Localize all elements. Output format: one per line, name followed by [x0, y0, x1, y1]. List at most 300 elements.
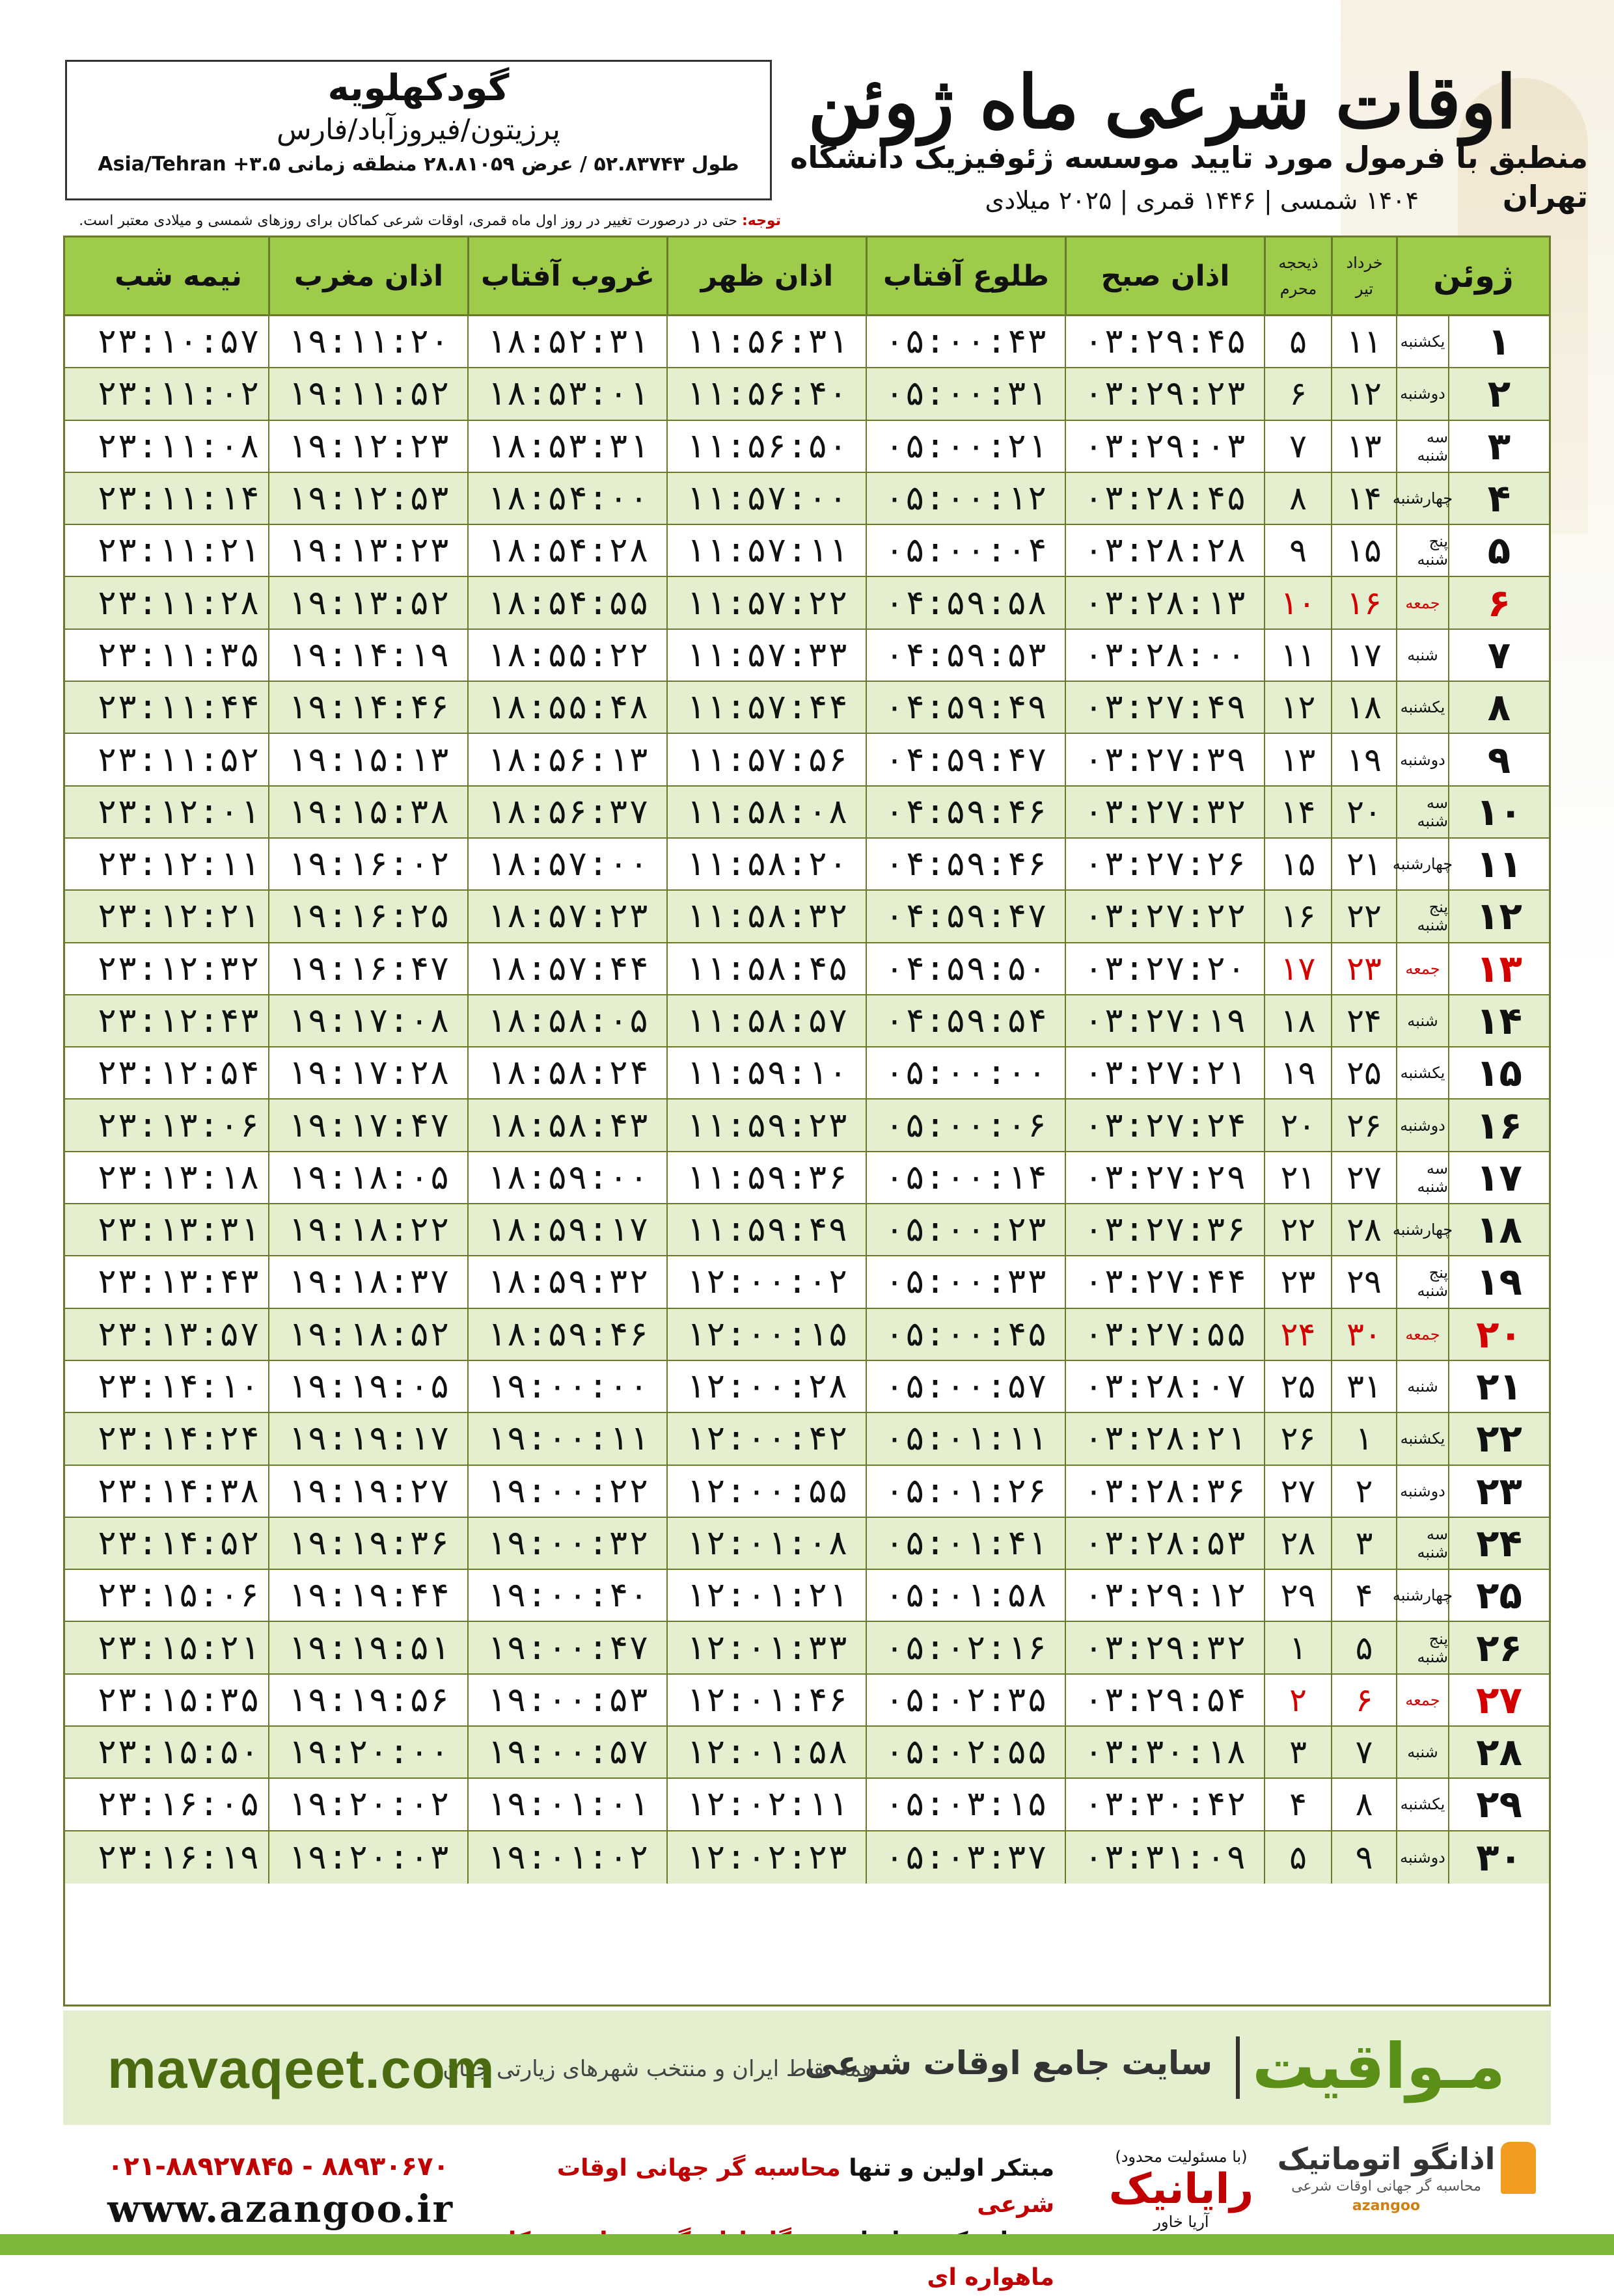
day-number: ۶: [1448, 577, 1549, 628]
dhuhr-time: ۱۱:۵۷:۵۶: [666, 734, 866, 785]
lunar-date: ۱۲: [1264, 682, 1331, 733]
sunrise-time: ۰۵:۰۰:۲۳: [866, 1204, 1065, 1255]
fajr-time: ۰۳:۲۸:۳۶: [1065, 1466, 1264, 1517]
table-row: [65, 368, 1549, 420]
sunrise-time: ۰۴:۵۹:۵۴: [866, 995, 1065, 1046]
footer-line-2-highlight: ماهواره ای: [927, 2264, 1054, 2291]
day-number: ۱: [1448, 316, 1549, 367]
weekday: جمعه: [1396, 943, 1448, 994]
table-header: [65, 237, 1549, 316]
day-number: ۲۱: [1448, 1361, 1549, 1412]
phone-number: ۰۲۱-۸۸۹۲۷۸۴۵ - ۸۸۹۳۰۶۷۰: [107, 2152, 449, 2181]
weekday: یکشنبه: [1396, 1779, 1448, 1830]
note: [65, 209, 781, 233]
sunset-time: ۱۸:۵۵:۴۸: [467, 682, 666, 733]
dhuhr-time: ۱۲:۰۰:۰۲: [666, 1256, 866, 1307]
solar-date: ۲۸: [1331, 1204, 1396, 1255]
sunrise-time: ۰۴:۵۹:۴۶: [866, 839, 1065, 889]
solar-date: ۲۱: [1331, 839, 1396, 889]
table-row: [65, 1361, 1549, 1413]
header-lunar-top: ذیحجه: [1278, 254, 1319, 272]
sunset-time: ۱۸:۵۸:۲۴: [467, 1047, 666, 1098]
solar-date: ۱۹: [1331, 734, 1396, 785]
midnight-time: ۲۳:۱۱:۲۱: [96, 531, 260, 571]
footer-line-1-highlight: محاسبه گر جهانی اوقات شرعی: [556, 2155, 1054, 2218]
weekday: یکشنبه: [1396, 316, 1448, 367]
sunrise-time: ۰۵:۰۰:۳۳: [866, 1256, 1065, 1307]
sunset-time: ۱۹:۰۱:۰۱: [467, 1779, 666, 1830]
lunar-date: ۲۳: [1264, 1256, 1331, 1307]
fajr-time: ۰۳:۲۹:۳۲: [1065, 1622, 1264, 1673]
fajr-time: ۰۳:۳۱:۰۹: [1065, 1831, 1264, 1884]
sunset-time: ۱۸:۵۶:۱۳: [467, 734, 666, 785]
fajr-time: ۰۳:۲۷:۲۲: [1065, 891, 1264, 941]
maghrib-time: ۱۹:۱۹:۳۶: [268, 1518, 467, 1569]
dhuhr-time: ۱۱:۵۹:۱۰: [666, 1047, 866, 1098]
calendar-dates: ۱۴۰۴ شمسی | ۱۴۴۶ قمری | ۲۰۲۵ میلادی: [985, 186, 1419, 215]
lunar-date: ۷: [1264, 421, 1331, 472]
weekday: سه شنبه: [1396, 1152, 1448, 1203]
dhuhr-time: ۱۱:۵۸:۴۵: [666, 943, 866, 994]
sunrise-time: ۰۵:۰۳:۳۷: [866, 1831, 1065, 1884]
midnight-time: ۲۳:۱۲:۵۴: [96, 1053, 260, 1093]
table-row: [65, 1518, 1549, 1570]
midnight-time: ۲۳:۱۶:۱۹: [96, 1837, 260, 1877]
solar-date: ۹: [1331, 1831, 1396, 1884]
table-row: [65, 734, 1549, 786]
midnight-time: ۲۳:۱۲:۴۳: [96, 1001, 260, 1040]
table-row: [65, 1204, 1549, 1256]
table-row: [65, 1727, 1549, 1779]
table-row: [65, 1570, 1549, 1622]
lunar-date: ۱۴: [1264, 787, 1331, 837]
fajr-time: ۰۳:۲۸:۰۰: [1065, 630, 1264, 681]
dhuhr-time: ۱۲:۰۲:۱۱: [666, 1779, 866, 1830]
dhuhr-time: ۱۱:۵۶:۵۰: [666, 421, 866, 472]
solar-date: ۱۸: [1331, 682, 1396, 733]
maghrib-time: ۱۹:۱۶:۰۲: [268, 839, 467, 889]
day-number: ۷: [1448, 630, 1549, 681]
header-maghrib: اذان مغرب: [268, 237, 467, 314]
midnight-time: ۲۳:۱۱:۲۸: [96, 583, 260, 623]
sunset-time: ۱۸:۵۷:۴۴: [467, 943, 666, 994]
midnight-time: ۲۳:۱۱:۳۵: [96, 635, 260, 675]
solar-date: ۲۶: [1331, 1100, 1396, 1150]
sunset-time: ۱۹:۰۰:۱۱: [467, 1413, 666, 1464]
sunrise-time: ۰۴:۵۹:۴۷: [866, 891, 1065, 941]
day-number: ۲۰: [1448, 1309, 1549, 1360]
sunset-time: ۱۸:۵۲:۳۱: [467, 316, 666, 367]
weekday: جمعه: [1396, 1675, 1448, 1725]
midnight-time: ۲۳:۱۱:۴۴: [96, 688, 260, 727]
sunset-time: ۱۹:۰۰:۳۲: [467, 1518, 666, 1569]
midnight-time: ۲۳:۱۳:۴۳: [96, 1262, 260, 1302]
city-name: گودکهلویه: [327, 67, 510, 109]
fajr-time: ۰۳:۳۰:۴۲: [1065, 1779, 1264, 1830]
coordinates: طول ۵۲.۸۳۷۴۳ / عرض ۲۸.۸۱۰۵۹ منطقه زمانی ۳.۵+ Asia/Tehran: [98, 153, 739, 176]
solar-date: ۶: [1331, 1675, 1396, 1725]
fajr-time: ۰۳:۲۹:۵۴: [1065, 1675, 1264, 1725]
solar-date: ۱: [1331, 1413, 1396, 1464]
azangoo-sub: محاسبه گر جهانی اوقات شرعی: [1291, 2178, 1481, 2195]
maghrib-time: ۱۹:۱۹:۱۷: [268, 1413, 467, 1464]
solar-date: ۱۲: [1331, 368, 1396, 419]
weekday: چهارشنبه: [1396, 1570, 1448, 1621]
fajr-time: ۰۳:۲۹:۱۲: [1065, 1570, 1264, 1621]
day-number: ۸: [1448, 682, 1549, 733]
dhuhr-time: ۱۲:۰۰:۵۵: [666, 1466, 866, 1517]
weekday: چهارشنبه: [1396, 473, 1448, 524]
dhuhr-time: ۱۱:۵۹:۲۳: [666, 1100, 866, 1150]
sunset-time: ۱۹:۰۰:۴۰: [467, 1570, 666, 1621]
weekday: دوشنبه: [1396, 1100, 1448, 1150]
midnight-time: ۲۳:۱۱:۵۲: [96, 740, 260, 779]
day-number: ۲۲: [1448, 1413, 1549, 1464]
fajr-time: ۰۳:۲۸:۱۳: [1065, 577, 1264, 628]
lunar-date: ۹: [1264, 525, 1331, 576]
dhuhr-time: ۱۱:۵۸:۳۲: [666, 891, 866, 941]
sunrise-time: ۰۵:۰۰:۰۰: [866, 1047, 1065, 1098]
lunar-date: ۳: [1264, 1727, 1331, 1777]
sunset-time: ۱۸:۵۵:۲۲: [467, 630, 666, 681]
day-number: ۱۷: [1448, 1152, 1549, 1203]
day-number: ۲۸: [1448, 1727, 1549, 1777]
dhuhr-time: ۱۱:۵۸:۰۸: [666, 787, 866, 837]
midnight-time: ۲۳:۱۴:۲۴: [96, 1419, 260, 1459]
maghrib-time: ۱۹:۱۳:۵۲: [268, 577, 467, 628]
banner-divider: [1236, 2036, 1240, 2099]
fajr-time: ۰۳:۲۷:۲۰: [1065, 943, 1264, 994]
lunar-date: ۲۰: [1264, 1100, 1331, 1150]
midnight-time: ۲۳:۱۱:۰۸: [96, 426, 260, 466]
table-row: [65, 995, 1549, 1047]
website-link[interactable]: www.azangoo.ir: [107, 2187, 454, 2231]
sunrise-time: ۰۵:۰۱:۴۱: [866, 1518, 1065, 1569]
sunrise-time: ۰۵:۰۰:۱۴: [866, 1152, 1065, 1203]
table-row: [65, 525, 1549, 577]
solar-date: ۳۱: [1331, 1361, 1396, 1412]
midnight-time: ۲۳:۱۵:۳۵: [96, 1680, 260, 1720]
lunar-date: ۱۵: [1264, 839, 1331, 889]
dhuhr-time: ۱۲:۰۱:۳۳: [666, 1622, 866, 1673]
sunrise-time: ۰۵:۰۰:۳۱: [866, 368, 1065, 419]
rayanik-sub: آریا خاور: [1153, 2213, 1209, 2231]
sunset-time: ۱۸:۵۸:۴۳: [467, 1100, 666, 1150]
azangoo-mark-text: azangoo: [1352, 2198, 1421, 2214]
weekday: سه شنبه: [1396, 421, 1448, 472]
maghrib-time: ۱۹:۱۹:۲۷: [268, 1466, 467, 1517]
maghrib-time: ۱۹:۱۱:۲۰: [268, 316, 467, 367]
lunar-date: ۱۰: [1264, 577, 1331, 628]
table-row: [65, 891, 1549, 943]
dhuhr-time: ۱۱:۵۶:۳۱: [666, 316, 866, 367]
table-body: [65, 316, 1549, 1884]
table-row: [65, 1622, 1549, 1674]
banner-tagline: سایت جامع اوقات شرعی: [804, 2044, 1212, 2082]
solar-date: ۵: [1331, 1622, 1396, 1673]
day-number: ۱۰: [1448, 787, 1549, 837]
maghrib-time: ۱۹:۱۹:۵۶: [268, 1675, 467, 1725]
weekday: پنج شنبه: [1396, 1256, 1448, 1307]
fajr-time: ۰۳:۲۷:۴۴: [1065, 1256, 1264, 1307]
maghrib-time: ۱۹:۱۵:۱۳: [268, 734, 467, 785]
midnight-time: ۲۳:۱۲:۱۱: [96, 844, 260, 884]
header-solar-bottom: تیر: [1355, 280, 1374, 298]
table-row: [65, 787, 1549, 839]
sunrise-time: ۰۵:۰۰:۰۴: [866, 525, 1065, 576]
day-number: ۱۳: [1448, 943, 1549, 994]
table-row: [65, 421, 1549, 473]
lunar-date: ۵: [1264, 316, 1331, 367]
table-row: [65, 1413, 1549, 1465]
bottom-bar: [0, 2234, 1614, 2255]
midnight-time: ۲۳:۱۱:۰۲: [96, 374, 260, 414]
weekday: شنبه: [1396, 630, 1448, 681]
lunar-date: ۵: [1264, 1831, 1331, 1884]
weekday: پنج شنبه: [1396, 525, 1448, 576]
sunrise-time: ۰۵:۰۱:۵۸: [866, 1570, 1065, 1621]
sunrise-time: ۰۵:۰۰:۴۳: [866, 316, 1065, 367]
midnight-time: ۲۳:۱۳:۳۱: [96, 1210, 260, 1250]
maghrib-time: ۱۹:۱۲:۲۳: [268, 421, 467, 472]
day-number: ۱۹: [1448, 1256, 1549, 1307]
fajr-time: ۰۳:۳۰:۱۸: [1065, 1727, 1264, 1777]
weekday: سه شنبه: [1396, 1518, 1448, 1569]
dhuhr-time: ۱۲:۰۱:۵۸: [666, 1727, 866, 1777]
weekday: دوشنبه: [1396, 1831, 1448, 1884]
lunar-date: ۴: [1264, 1779, 1331, 1830]
solar-date: ۳: [1331, 1518, 1396, 1569]
sunset-time: ۱۸:۵۹:۰۰: [467, 1152, 666, 1203]
lunar-date: ۱۹: [1264, 1047, 1331, 1098]
midnight-time: ۲۳:۱۳:۰۶: [96, 1105, 260, 1145]
header-fajr: اذان صبح: [1065, 237, 1264, 314]
note-text: حتی در درصورت تغییر در روز اول ماه قمری، اوقات شرعی کماکان برای روزهای شمسی و میلادی معتبر است.: [79, 213, 737, 229]
lunar-date: ۱۱: [1264, 630, 1331, 681]
note-label: توجه:: [741, 213, 781, 229]
dhuhr-time: ۱۲:۰۲:۲۳: [666, 1831, 866, 1884]
day-number: ۱۲: [1448, 891, 1549, 941]
fajr-time: ۰۳:۲۷:۲۴: [1065, 1100, 1264, 1150]
maghrib-time: ۱۹:۱۸:۳۷: [268, 1256, 467, 1307]
sunrise-time: ۰۵:۰۰:۵۷: [866, 1361, 1065, 1412]
solar-date: ۸: [1331, 1779, 1396, 1830]
fajr-time: ۰۳:۲۹:۰۳: [1065, 421, 1264, 472]
page-subtitle: منطبق با فرمول مورد تایید موسسه ژئوفیزیک دانشگاه تهران: [790, 140, 1588, 214]
sunset-time: ۱۸:۵۹:۳۲: [467, 1256, 666, 1307]
day-number: ۲۵: [1448, 1570, 1549, 1621]
solar-date: ۲۷: [1331, 1152, 1396, 1203]
sunrise-time: ۰۵:۰۰:۰۶: [866, 1100, 1065, 1150]
weekday: یکشنبه: [1396, 1047, 1448, 1098]
sunset-time: ۱۹:۰۱:۰۲: [467, 1831, 666, 1884]
fajr-time: ۰۳:۲۸:۰۷: [1065, 1361, 1264, 1412]
lunar-date: ۲۵: [1264, 1361, 1331, 1412]
sunrise-time: ۰۵:۰۲:۵۵: [866, 1727, 1065, 1777]
day-number: ۵: [1448, 525, 1549, 576]
lunar-date: ۱۷: [1264, 943, 1331, 994]
sunset-time: ۱۹:۰۰:۰۰: [467, 1361, 666, 1412]
solar-date: ۲۹: [1331, 1256, 1396, 1307]
day-number: ۲۳: [1448, 1466, 1549, 1517]
lunar-date: ۸: [1264, 473, 1331, 524]
table-row: [65, 577, 1549, 629]
dhuhr-time: ۱۱:۵۷:۱۱: [666, 525, 866, 576]
sunset-time: ۱۸:۵۷:۲۳: [467, 891, 666, 941]
lunar-date: ۲۴: [1264, 1309, 1331, 1360]
day-number: ۱۵: [1448, 1047, 1549, 1098]
solar-date: ۲۰: [1331, 787, 1396, 837]
sunset-time: ۱۸:۵۴:۰۰: [467, 473, 666, 524]
lunar-date: ۱: [1264, 1622, 1331, 1673]
sunrise-time: ۰۴:۵۹:۵۰: [866, 943, 1065, 994]
maghrib-time: ۱۹:۱۴:۱۹: [268, 630, 467, 681]
lunar-date: ۱۶: [1264, 891, 1331, 941]
header-month: ژوئن: [1396, 237, 1549, 314]
fajr-time: ۰۳:۲۷:۲۱: [1065, 1047, 1264, 1098]
fajr-time: ۰۳:۲۷:۳۶: [1065, 1204, 1264, 1255]
midnight-time: ۲۳:۱۶:۰۵: [96, 1785, 260, 1824]
weekday: پنج شنبه: [1396, 1622, 1448, 1673]
lunar-date: ۱۳: [1264, 734, 1331, 785]
lunar-date: ۶: [1264, 368, 1331, 419]
table-row: [65, 630, 1549, 682]
lunar-date: ۲۶: [1264, 1413, 1331, 1464]
table-row: [65, 1831, 1549, 1884]
dhuhr-time: ۱۱:۵۷:۳۳: [666, 630, 866, 681]
weekday: شنبه: [1396, 1727, 1448, 1777]
day-number: ۲: [1448, 368, 1549, 419]
fajr-time: ۰۳:۲۷:۲۹: [1065, 1152, 1264, 1203]
sunrise-time: ۰۴:۵۹:۵۸: [866, 577, 1065, 628]
lunar-date: ۲۹: [1264, 1570, 1331, 1621]
lunar-date: ۲۲: [1264, 1204, 1331, 1255]
rayanik-name: رایانیک: [1108, 2165, 1254, 2213]
dhuhr-time: ۱۱:۵۷:۰۰: [666, 473, 866, 524]
day-number: ۱۸: [1448, 1204, 1549, 1255]
day-number: ۲۷: [1448, 1675, 1549, 1725]
day-number: ۱۴: [1448, 995, 1549, 1046]
maghrib-time: ۱۹:۲۰:۰۰: [268, 1727, 467, 1777]
dhuhr-time: ۱۱:۵۷:۴۴: [666, 682, 866, 733]
sunrise-time: ۰۴:۵۹:۵۳: [866, 630, 1065, 681]
table-row: [65, 1466, 1549, 1518]
azangoo-name: اذانگو اتوماتیک: [1277, 2141, 1496, 2176]
maghrib-time: ۱۹:۲۰:۰۲: [268, 1779, 467, 1830]
dhuhr-time: ۱۱:۵۷:۲۲: [666, 577, 866, 628]
dhuhr-time: ۱۲:۰۱:۰۸: [666, 1518, 866, 1569]
header-solar-month: [1331, 237, 1396, 314]
midnight-time: ۲۳:۱۴:۱۰: [96, 1367, 260, 1407]
maghrib-time: ۱۹:۱۷:۲۸: [268, 1047, 467, 1098]
day-number: ۲۶: [1448, 1622, 1549, 1673]
midnight-time: ۲۳:۱۱:۱۴: [96, 479, 260, 519]
midnight-time: ۲۳:۱۲:۰۱: [96, 792, 260, 831]
fajr-time: ۰۳:۲۸:۵۳: [1065, 1518, 1264, 1569]
fajr-time: ۰۳:۲۷:۳۲: [1065, 787, 1264, 837]
dhuhr-time: ۱۱:۵۶:۴۰: [666, 368, 866, 419]
midnight-time: ۲۳:۱۵:۵۰: [96, 1733, 260, 1772]
header-dhuhr: اذان ظهر: [666, 237, 866, 314]
solar-date: ۲: [1331, 1466, 1396, 1517]
location-box: [65, 60, 772, 200]
maghrib-time: ۱۹:۱۳:۲۳: [268, 525, 467, 576]
lunar-date: ۱۸: [1264, 995, 1331, 1046]
sunrise-time: ۰۵:۰۳:۱۵: [866, 1779, 1065, 1830]
dhuhr-time: ۱۲:۰۱:۲۱: [666, 1570, 866, 1621]
weekday: جمعه: [1396, 577, 1448, 628]
sunset-time: ۱۸:۵۳:۰۱: [467, 368, 666, 419]
solar-date: ۲۳: [1331, 943, 1396, 994]
maghrib-time: ۱۹:۱۷:۴۷: [268, 1100, 467, 1150]
maghrib-time: ۱۹:۱۶:۴۷: [268, 943, 467, 994]
header-solar-top: خرداد: [1346, 254, 1383, 272]
solar-date: ۲۲: [1331, 891, 1396, 941]
solar-date: ۱۶: [1331, 577, 1396, 628]
maghrib-time: ۱۹:۱۴:۴۶: [268, 682, 467, 733]
table-row: [65, 316, 1549, 368]
weekday: سه شنبه: [1396, 787, 1448, 837]
sunset-time: ۱۹:۰۰:۵۳: [467, 1675, 666, 1725]
midnight-time: ۲۳:۱۲:۳۲: [96, 949, 260, 988]
fajr-time: ۰۳:۲۷:۳۹: [1065, 734, 1264, 785]
header-sunset: غروب آفتاب: [467, 237, 666, 314]
midnight-time: ۲۳:۱۳:۱۸: [96, 1157, 260, 1197]
sunset-time: ۱۹:۰۰:۵۷: [467, 1727, 666, 1777]
weekday: یکشنبه: [1396, 682, 1448, 733]
sunrise-time: ۰۵:۰۱:۲۶: [866, 1466, 1065, 1517]
mavaqeet-banner: [63, 2010, 1551, 2125]
dhuhr-time: ۱۲:۰۱:۴۶: [666, 1675, 866, 1725]
solar-date: ۳۰: [1331, 1309, 1396, 1360]
weekday: یکشنبه: [1396, 1413, 1448, 1464]
table-row: [65, 1256, 1549, 1308]
weekday: پنج شنبه: [1396, 891, 1448, 941]
weekday: چهارشنبه: [1396, 1204, 1448, 1255]
sunrise-time: ۰۵:۰۰:۴۵: [866, 1309, 1065, 1360]
weekday: چهارشنبه: [1396, 839, 1448, 889]
sunrise-time: ۰۵:۰۱:۱۱: [866, 1413, 1065, 1464]
table-row: [65, 473, 1549, 525]
table-row: [65, 1779, 1549, 1831]
day-number: ۴: [1448, 473, 1549, 524]
weekday: دوشنبه: [1396, 734, 1448, 785]
sunrise-time: ۰۴:۵۹:۴۷: [866, 734, 1065, 785]
table-row: [65, 943, 1549, 995]
header-midnight: نیمه شب: [115, 259, 242, 293]
fajr-time: ۰۳:۲۷:۵۵: [1065, 1309, 1264, 1360]
midnight-time: ۲۳:۱۳:۵۷: [96, 1314, 260, 1354]
sunrise-time: ۰۴:۵۹:۴۶: [866, 787, 1065, 837]
sunrise-time: ۰۵:۰۲:۳۵: [866, 1675, 1065, 1725]
sunrise-time: ۰۵:۰۰:۱۲: [866, 473, 1065, 524]
sunset-time: ۱۹:۰۰:۴۷: [467, 1622, 666, 1673]
day-number: ۹: [1448, 734, 1549, 785]
weekday: شنبه: [1396, 1361, 1448, 1412]
rayanik-logo: [1106, 2147, 1256, 2232]
banner-tagline-secondary: همه نقاط ایران و منتخب شهرهای زیارتی جهان: [443, 2056, 874, 2082]
azangoo-logo: [1276, 2141, 1497, 2216]
solar-date: ۷: [1331, 1727, 1396, 1777]
day-number: ۳: [1448, 421, 1549, 472]
site-link[interactable]: mavaqeet.com: [107, 2038, 495, 2100]
lunar-date: ۲۷: [1264, 1466, 1331, 1517]
weekday: دوشنبه: [1396, 1466, 1448, 1517]
fajr-time: ۰۳:۲۸:۴۵: [1065, 473, 1264, 524]
fajr-time: ۰۳:۲۷:۴۹: [1065, 682, 1264, 733]
maghrib-time: ۱۹:۱۸:۰۵: [268, 1152, 467, 1203]
table-row: [65, 1047, 1549, 1100]
